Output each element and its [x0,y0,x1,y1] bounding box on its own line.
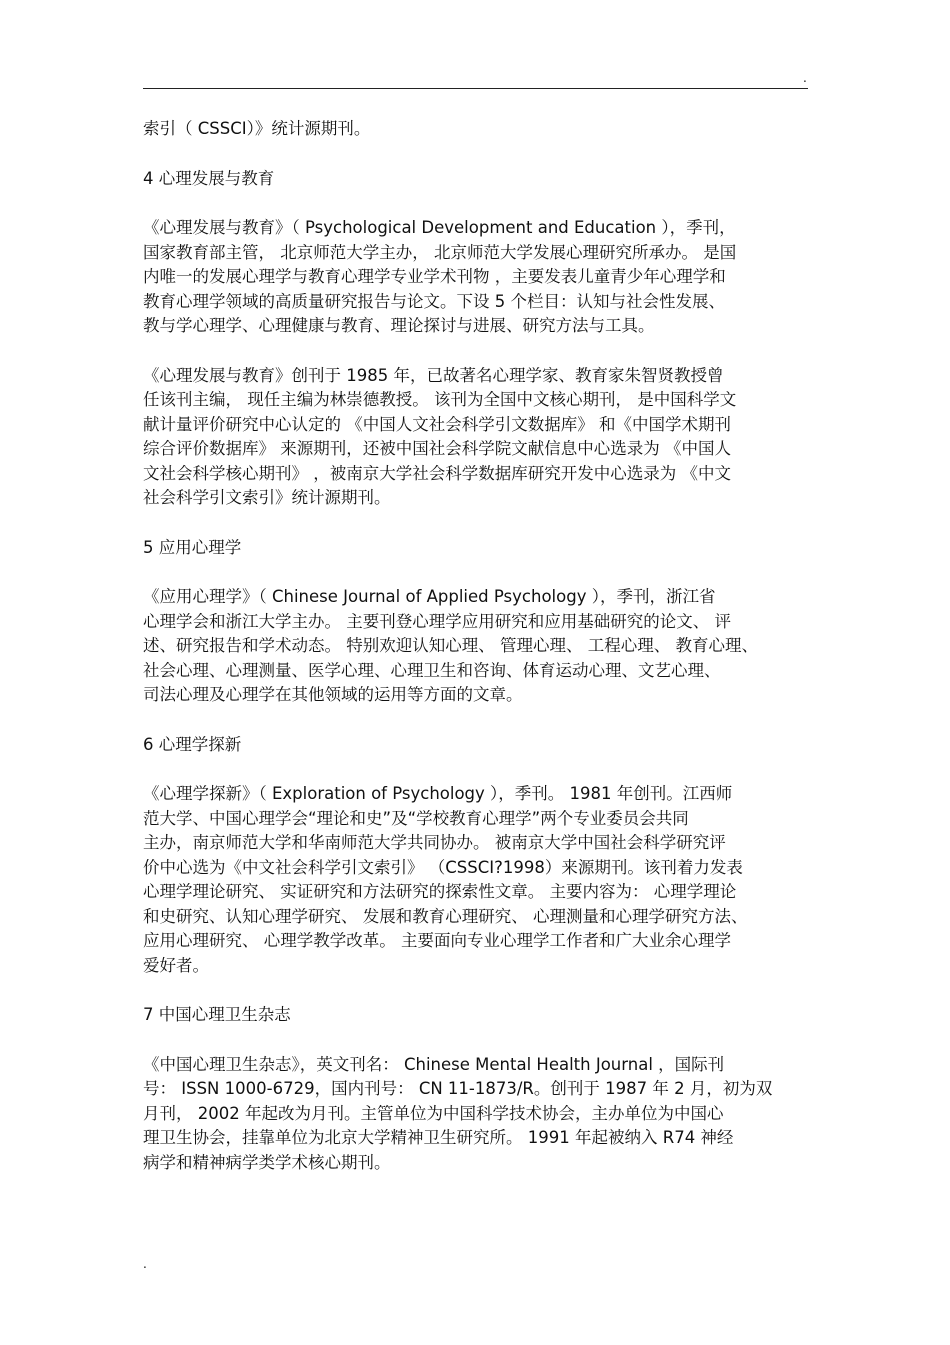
section-heading: 5 应用心理学 [143,537,242,557]
text-line: 范大学、中国心理学会“理论和史”及“学校教育心理学”两个专业委员会共同 [143,808,689,828]
text-line: 爱好者。 [143,955,209,975]
text-line: 主办，南京师范大学和华南师范大学共同协办。 被南京大学中国社会科学研究评 [143,833,726,852]
text-line: 文社会科学核心期刊》 ，被南京大学社会科学数据库研究开发中心选录为 《中文 [143,463,731,483]
text-line: 《心理发展与教育》创刊于 1985 年，已故著名心理学家、教育家朱智贤教授曾 [143,365,724,385]
text-line: 社会科学引文索引》统计源期刊。 [143,488,391,507]
text-line: 综合评价数据库》 来源期刊，还被中国社会科学院文献信息中心选录为 《中国人 [143,439,731,458]
document-body [143,117,808,1200]
text-line: 心理学理论研究、 实证研究和方法研究的探索性文章。 主要内容为： 心理学理论 [143,882,737,901]
text-line: 价中心选为《中文社会科学引文索引》 （CSSCI?1998）来源期刊。该刊着力发表 [143,857,743,877]
section-heading: 6 心理学探新 [143,734,242,754]
text-line: 教与学心理学、心理健康与教育、理论探讨与进展、研究方法与工具。 [143,316,655,335]
text-line: 社会心理、心理测量、医学心理、心理卫生和咨询、体育运动心理、文艺心理、 [143,660,721,680]
text-line: 教育心理学领域的高质量研究报告与论文。下设 5 个栏目：认知与社会性发展、 [143,291,725,311]
text-line: 应用心理研究、 心理学教学改革。 主要面向专业心理学工作者和广大业余心理学 [143,931,731,950]
paragraph [143,1053,808,1176]
text-line: 《应用心理学》（ Chinese Journal of Applied Psychology ），季刊，浙江省 [143,587,716,606]
paragraph [143,216,808,339]
footer-mark: . [143,1257,147,1271]
corner-mark: . [803,71,807,85]
paragraph [143,585,808,708]
text-line: 月刊， 2002 年起改为月刊。主管单位为中国科学技术协会，主办单位为中国心 [143,1103,724,1123]
text-line: 理卫生协会，挂靠单位为北京大学精神卫生研究所。 1991 年起被纳入 R74 神经 [143,1128,734,1147]
paragraph [143,782,808,978]
section-heading: 7 中国心理卫生杂志 [143,1005,291,1024]
text-line: 索引（ CSSCI）》统计源期刊。 [143,119,371,138]
section-heading: 4 心理发展与教育 [143,168,275,188]
text-line: 献计量评价研究中心认定的 《中国人文社会科学引文数据库》 和《中国学术期刊 [143,414,731,434]
text-line: 内唯一的发展心理学与教育心理学专业学术刊物 ，主要发表儿童青少年心理学和 [143,267,726,286]
text-line: 病学和精神病学类学术核心期刊。 [143,1152,391,1172]
text-line: 和史研究、认知心理学研究、 发展和教育心理研究、 心理测量和心理学研究方法、 [143,906,748,926]
text-line: 《心理发展与教育》（ Psychological Development and Education ），季刊， [143,218,736,237]
text-line: 司法心理及心理学在其他领域的运用等方面的文章。 [143,685,523,704]
text-line: 心理学会和浙江大学主办。 主要刊登心理学应用研究和应用基础研究的论文、 评 [143,611,731,631]
text-line: 《心理学探新》（ Exploration of Psychology ），季刊。 1981 年创刊。江西师 [143,784,733,803]
continued-paragraph [143,117,808,142]
text-line: 述、研究报告和学术动态。 特别欢迎认知心理、 管理心理、 工程心理、 教育心理、 [143,636,758,655]
text-line: 《中国心理卫生杂志》，英文刊名： Chinese Mental Health Journal ，国际刊 [143,1054,725,1074]
text-line: 号： ISSN 1000-6729，国内刊号： CN 11-1873/R。创刊于 1987 年 2 月，初为双 [143,1079,773,1098]
text-line: 国家教育部主管， 北京师范大学主办， 北京师范大学发展心理研究所承办。 是国 [143,242,737,262]
text-line: 任该刊主编， 现任主编为林崇德教授。 该刊为全国中文核心期刊， 是中国科学文 [143,390,737,409]
paragraph [143,364,808,511]
header-rule [143,88,808,89]
